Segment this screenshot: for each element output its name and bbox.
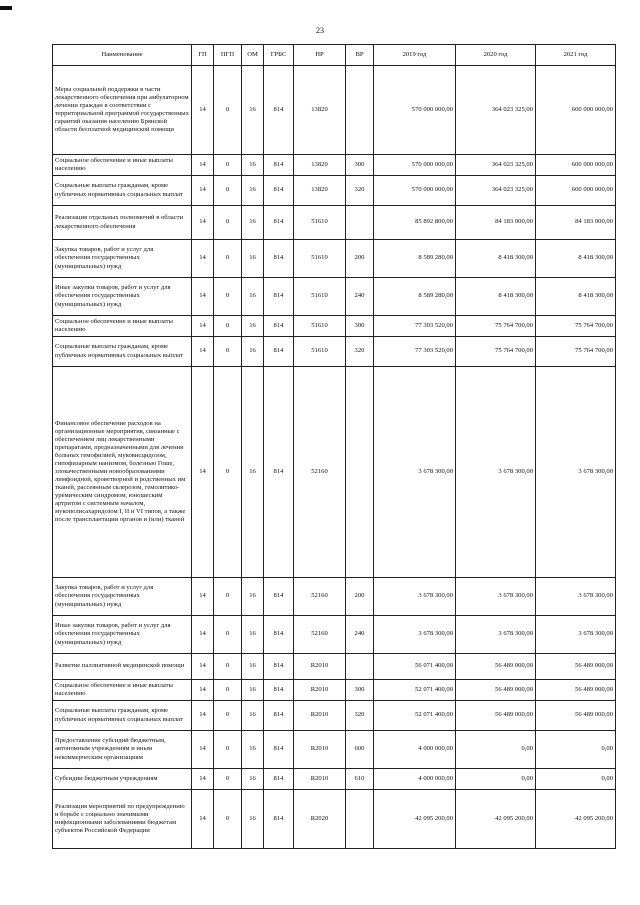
- row-2019: 3 678 300,00: [374, 616, 456, 654]
- table-row: [53, 578, 616, 616]
- row-nr: 52160: [294, 616, 346, 654]
- row-name: Социальные выплаты гражданам, кроме публичных нормативных социальных выплат: [53, 176, 192, 206]
- row-2020: 56 489 000,00: [456, 680, 536, 701]
- row-pgp: 0: [214, 367, 242, 578]
- row-vr: 320: [346, 701, 374, 731]
- row-name: Социальное обеспечение и иные выплаты населению: [53, 680, 192, 701]
- row-2021: 42 095 200,00: [536, 790, 616, 849]
- row-2020: 56 489 000,00: [456, 701, 536, 731]
- row-name: Меры социальной поддержки в части лекарственного обеспечения при амбулаторном лечении граждан в соответствии с территориальной программой государственных гарантий оказания населению Брянской области бесплатной медицинской помощи: [53, 66, 192, 155]
- row-grbs: 814: [264, 578, 294, 616]
- row-name: Социальное обеспечение и иные выплаты населению: [53, 316, 192, 337]
- row-pgp: 0: [214, 790, 242, 849]
- row-grbs: 814: [264, 176, 294, 206]
- row-2020: 364 023 325,00: [456, 66, 536, 155]
- table-row: [53, 367, 616, 578]
- row-pgp: 0: [214, 206, 242, 240]
- row-grbs: 814: [264, 206, 294, 240]
- table-row: [53, 731, 616, 769]
- row-2021: 75 764 700,00: [536, 337, 616, 367]
- row-grbs: 814: [264, 367, 294, 578]
- row-nr: R2010: [294, 769, 346, 790]
- row-grbs: 814: [264, 790, 294, 849]
- row-name: Социальные выплаты гражданам, кроме публичных нормативных социальных выплат: [53, 337, 192, 367]
- row-grbs: 814: [264, 316, 294, 337]
- row-nr: 51610: [294, 337, 346, 367]
- row-name: Иные закупки товаров, работ и услуг для обеспечения государственных (муниципальных) нужд: [53, 278, 192, 316]
- page-number: 23: [316, 26, 324, 35]
- row-vr: 240: [346, 278, 374, 316]
- row-om: 16: [242, 206, 264, 240]
- row-2019: 4 000 000,00: [374, 769, 456, 790]
- row-pgp: 0: [214, 66, 242, 155]
- row-nr: R2020: [294, 790, 346, 849]
- row-name: Иные закупки товаров, работ и услуг для обеспечения государственных (муниципальных) нужд: [53, 616, 192, 654]
- row-om: 16: [242, 240, 264, 278]
- table-row: [53, 155, 616, 176]
- row-gp: 14: [192, 616, 214, 654]
- row-nr: R2010: [294, 701, 346, 731]
- row-pgp: 0: [214, 155, 242, 176]
- row-name: Реализация отдельных полномочий в области лекарственного обеспечения: [53, 206, 192, 240]
- table-row: [53, 206, 616, 240]
- row-nr: 52160: [294, 578, 346, 616]
- row-2021: 8 418 300,00: [536, 240, 616, 278]
- row-om: 16: [242, 155, 264, 176]
- row-2019: 570 000 000,00: [374, 66, 456, 155]
- row-2021: 75 764 700,00: [536, 316, 616, 337]
- row-2019: 56 071 400,00: [374, 654, 456, 680]
- row-2019: 8 589 280,00: [374, 240, 456, 278]
- row-nr: 51610: [294, 206, 346, 240]
- row-name: Социальные выплаты гражданам, кроме публичных нормативных социальных выплат: [53, 701, 192, 731]
- row-2020: 3 678 300,00: [456, 367, 536, 578]
- row-om: 16: [242, 701, 264, 731]
- row-gp: 14: [192, 578, 214, 616]
- row-nr: 51610: [294, 316, 346, 337]
- col-header-2019: 2019 год: [374, 45, 456, 66]
- row-vr: 600: [346, 731, 374, 769]
- row-pgp: 0: [214, 731, 242, 769]
- row-2021: 600 000 000,00: [536, 176, 616, 206]
- row-2020: 56 489 000,00: [456, 654, 536, 680]
- row-2021: 56 489 000,00: [536, 701, 616, 731]
- row-2021: 56 489 000,00: [536, 654, 616, 680]
- row-name: Реализация мероприятий по предупреждению и борьбе с социально значимыми инфекционными заболеваниями бюджетам субъектов Российской Федерации: [53, 790, 192, 849]
- row-gp: 14: [192, 240, 214, 278]
- table-row: [53, 316, 616, 337]
- row-om: 16: [242, 66, 264, 155]
- row-om: 16: [242, 316, 264, 337]
- row-vr: 200: [346, 240, 374, 278]
- row-om: 16: [242, 616, 264, 654]
- row-vr: [346, 66, 374, 155]
- row-gp: 14: [192, 155, 214, 176]
- row-nr: 13820: [294, 155, 346, 176]
- col-header-name: Наименование: [53, 45, 192, 66]
- row-vr: [346, 206, 374, 240]
- row-nr: 52160: [294, 367, 346, 578]
- row-gp: 14: [192, 316, 214, 337]
- table-body: [53, 66, 616, 849]
- scan-edge-mark: [0, 6, 12, 10]
- row-grbs: 814: [264, 769, 294, 790]
- row-grbs: 814: [264, 155, 294, 176]
- row-grbs: 814: [264, 240, 294, 278]
- row-2019: 3 678 300,00: [374, 367, 456, 578]
- col-header-gp: ГП: [192, 45, 214, 66]
- row-name: Закупка товаров, работ и услуг для обеспечения государственных (муниципальных) нужд: [53, 578, 192, 616]
- row-2021: 84 183 000,00: [536, 206, 616, 240]
- col-header-om: ОМ: [242, 45, 264, 66]
- row-gp: 14: [192, 654, 214, 680]
- row-2020: 3 678 300,00: [456, 616, 536, 654]
- row-vr: 300: [346, 316, 374, 337]
- row-2021: 0,00: [536, 769, 616, 790]
- col-header-nr: НР: [294, 45, 346, 66]
- table-row: [53, 66, 616, 155]
- row-vr: 320: [346, 176, 374, 206]
- row-2021: 56 489 000,00: [536, 680, 616, 701]
- row-vr: 610: [346, 769, 374, 790]
- row-gp: 14: [192, 680, 214, 701]
- row-2021: 600 000 000,00: [536, 155, 616, 176]
- row-om: 16: [242, 731, 264, 769]
- row-vr: 300: [346, 155, 374, 176]
- col-header-pgp: ПГП: [214, 45, 242, 66]
- row-vr: 240: [346, 616, 374, 654]
- row-gp: 14: [192, 176, 214, 206]
- row-2020: 8 418 300,00: [456, 278, 536, 316]
- row-pgp: 0: [214, 337, 242, 367]
- row-2021: 3 678 300,00: [536, 578, 616, 616]
- row-pgp: 0: [214, 240, 242, 278]
- row-2020: 364 023 325,00: [456, 176, 536, 206]
- row-grbs: 814: [264, 731, 294, 769]
- row-grbs: 814: [264, 654, 294, 680]
- table-row: [53, 176, 616, 206]
- row-nr: 13820: [294, 176, 346, 206]
- row-pgp: 0: [214, 680, 242, 701]
- row-2020: 0,00: [456, 731, 536, 769]
- row-name: Предоставление субсидий бюджетным, автономным учреждениям и иным некоммерческим организациям: [53, 731, 192, 769]
- row-2020: 0,00: [456, 769, 536, 790]
- row-name: Социальное обеспечение и иные выплаты населению: [53, 155, 192, 176]
- row-2020: 364 023 325,00: [456, 155, 536, 176]
- row-name: Финансовое обеспечение расходов на организационные мероприятия, связанные с обеспечением лиц лекарственными препаратами, предназначенными для лечения больных гемофилией, муковисцидозом, гипофизарным нанизмом, болезнью Гоше, злокачественными новообразованиями лимфоидной, кроветворной и родственных им тканей, рассеянным склерозом, гемолитико-уремическим синдромом, юношеским артритом с системным началом, мукополисахаридозом I, II и VI типов, а также после трансплантации органов и (или) тканей: [53, 367, 192, 578]
- row-2021: 8 418 300,00: [536, 278, 616, 316]
- row-2019: 77 303 520,00: [374, 316, 456, 337]
- row-nr: 51610: [294, 278, 346, 316]
- col-header-2020: 2020 год: [456, 45, 536, 66]
- row-name: Субсидии бюджетным учреждениям: [53, 769, 192, 790]
- row-2020: 75 764 700,00: [456, 337, 536, 367]
- col-header-grbs: ГРБС: [264, 45, 294, 66]
- row-nr: R2010: [294, 654, 346, 680]
- row-om: 16: [242, 578, 264, 616]
- row-2021: 0,00: [536, 731, 616, 769]
- row-pgp: 0: [214, 176, 242, 206]
- row-gp: 14: [192, 701, 214, 731]
- row-2020: 75 764 700,00: [456, 316, 536, 337]
- row-2021: 3 678 300,00: [536, 616, 616, 654]
- row-name: Закупка товаров, работ и услуг для обеспечения государственных (муниципальных) нужд: [53, 240, 192, 278]
- row-2019: 52 071 400,00: [374, 701, 456, 731]
- row-grbs: 814: [264, 680, 294, 701]
- row-om: 16: [242, 654, 264, 680]
- row-gp: 14: [192, 278, 214, 316]
- table-row: [53, 680, 616, 701]
- row-vr: 320: [346, 337, 374, 367]
- row-vr: 300: [346, 680, 374, 701]
- row-nr: R2010: [294, 731, 346, 769]
- row-vr: 200: [346, 578, 374, 616]
- row-vr: [346, 654, 374, 680]
- row-om: 16: [242, 337, 264, 367]
- row-grbs: 814: [264, 701, 294, 731]
- row-2020: 3 678 300,00: [456, 578, 536, 616]
- row-2020: 84 183 000,00: [456, 206, 536, 240]
- table-row: [53, 616, 616, 654]
- row-gp: 14: [192, 206, 214, 240]
- row-2019: 8 589 280,00: [374, 278, 456, 316]
- row-gp: 14: [192, 337, 214, 367]
- table-row: [53, 790, 616, 849]
- row-2019: 3 678 300,00: [374, 578, 456, 616]
- row-nr: R2010: [294, 680, 346, 701]
- row-gp: 14: [192, 66, 214, 155]
- row-2020: 42 095 200,00: [456, 790, 536, 849]
- row-om: 16: [242, 367, 264, 578]
- col-header-2021: 2021 год: [536, 45, 616, 66]
- row-om: 16: [242, 769, 264, 790]
- row-2019: 570 000 000,00: [374, 155, 456, 176]
- row-pgp: 0: [214, 769, 242, 790]
- row-grbs: 814: [264, 278, 294, 316]
- row-2019: 52 071 400,00: [374, 680, 456, 701]
- row-pgp: 0: [214, 578, 242, 616]
- row-gp: 14: [192, 731, 214, 769]
- row-vr: [346, 367, 374, 578]
- row-om: 16: [242, 176, 264, 206]
- row-2019: 570 000 000,00: [374, 176, 456, 206]
- row-nr: 51610: [294, 240, 346, 278]
- table-row: [53, 654, 616, 680]
- row-pgp: 0: [214, 316, 242, 337]
- row-pgp: 0: [214, 616, 242, 654]
- table-row: [53, 278, 616, 316]
- row-om: 16: [242, 790, 264, 849]
- row-gp: 14: [192, 367, 214, 578]
- row-gp: 14: [192, 769, 214, 790]
- row-pgp: 0: [214, 278, 242, 316]
- row-2019: 4 000 000,00: [374, 731, 456, 769]
- table-row: [53, 701, 616, 731]
- row-om: 16: [242, 680, 264, 701]
- row-gp: 14: [192, 790, 214, 849]
- row-name: Развитие паллиативной медицинской помощи: [53, 654, 192, 680]
- row-2021: 600 000 000,00: [536, 66, 616, 155]
- row-grbs: 814: [264, 66, 294, 155]
- table-row: [53, 337, 616, 367]
- row-2019: 85 892 800,00: [374, 206, 456, 240]
- row-pgp: 0: [214, 654, 242, 680]
- row-om: 16: [242, 278, 264, 316]
- row-grbs: 814: [264, 616, 294, 654]
- row-2019: 77 303 520,00: [374, 337, 456, 367]
- header-row: [53, 45, 616, 66]
- col-header-vr: ВР: [346, 45, 374, 66]
- row-nr: 13820: [294, 66, 346, 155]
- row-2021: 3 678 300,00: [536, 367, 616, 578]
- row-pgp: 0: [214, 701, 242, 731]
- row-vr: [346, 790, 374, 849]
- table-row: [53, 769, 616, 790]
- table-row: [53, 240, 616, 278]
- row-2019: 42 095 200,00: [374, 790, 456, 849]
- budget-table: [52, 44, 616, 849]
- row-2020: 8 418 300,00: [456, 240, 536, 278]
- row-grbs: 814: [264, 337, 294, 367]
